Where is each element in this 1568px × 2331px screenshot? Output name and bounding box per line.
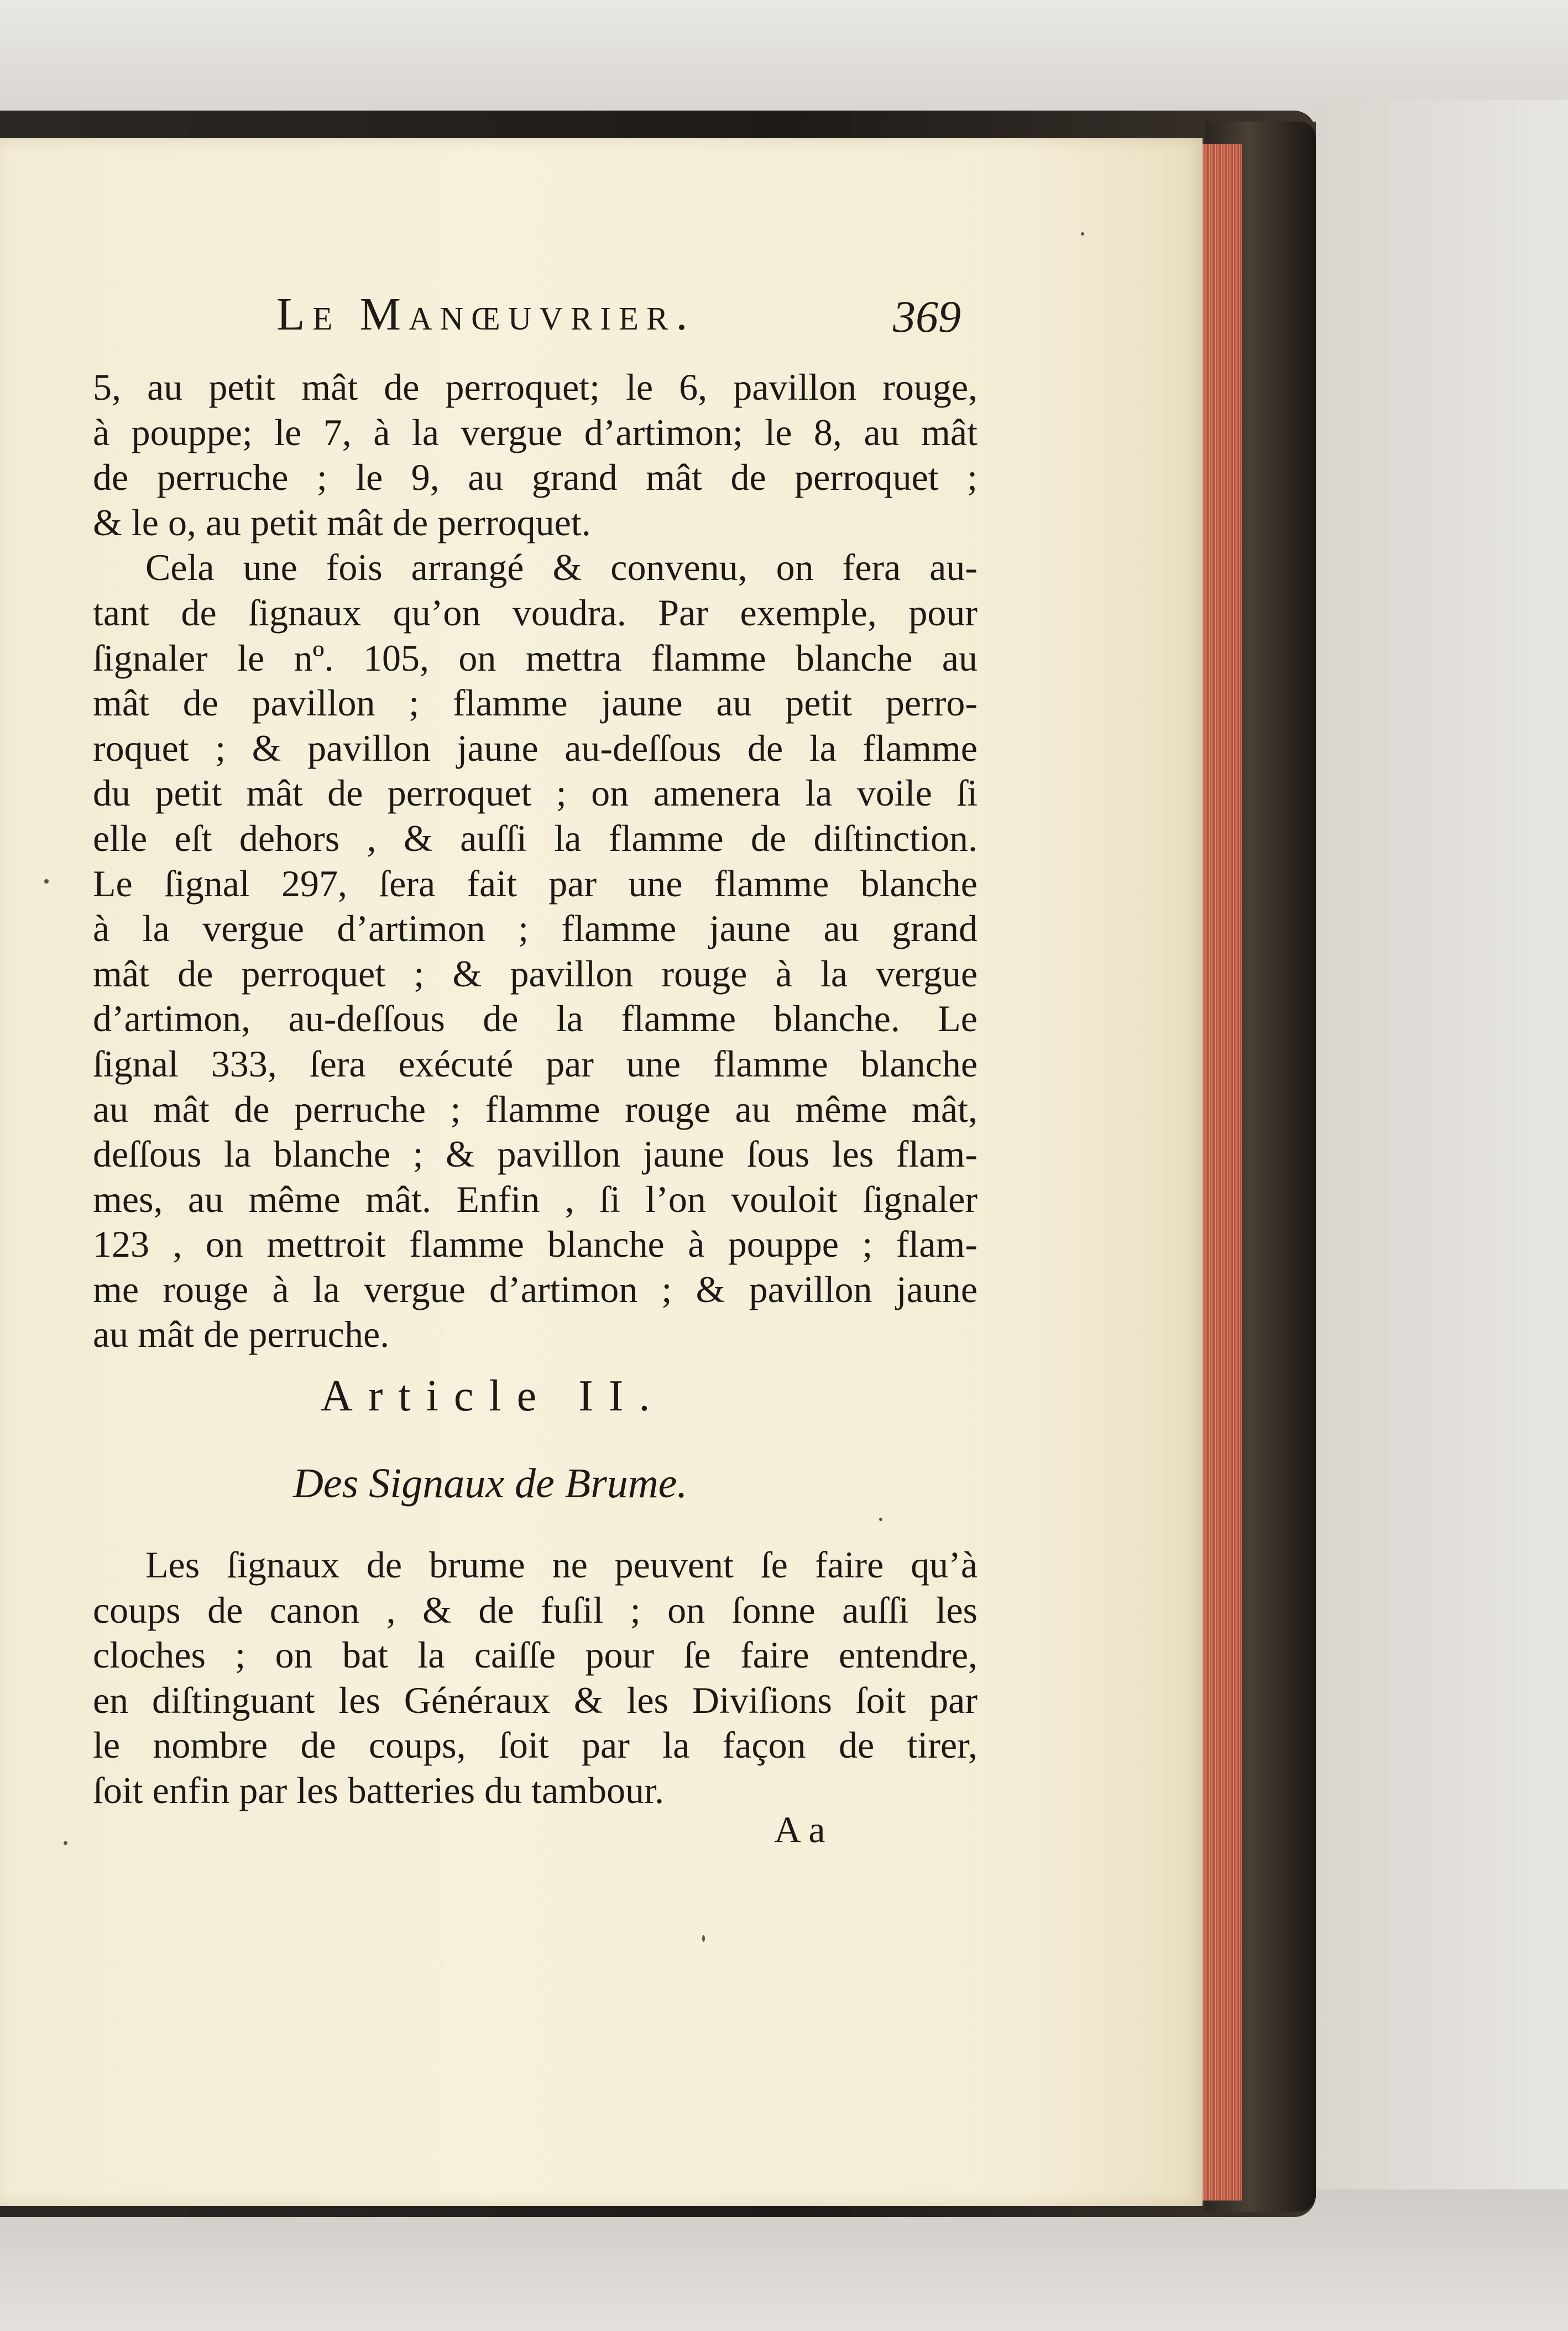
text-line: tant de ſignaux qu’on voudra. Par exemple, pour	[93, 591, 978, 634]
text-line: & le o, au petit mât de perroquet.	[93, 501, 591, 543]
text-line: cloches ; on bat la caiſſe pour ſe faire entendre,	[93, 1634, 978, 1676]
text-line: Le ſignal 297, ſera fait par une flamme blanche	[93, 862, 978, 905]
running-title: Le Manœuvrier.	[276, 289, 696, 340]
article-heading: Article II.	[321, 1372, 666, 1420]
page-number: 369	[893, 291, 961, 342]
text-line: de perruche ; le 9, au grand mât de perroquet ;	[93, 456, 978, 499]
text-line: elle eſt dehors , & auſſi la flamme de diſtinction.	[93, 817, 978, 859]
background-right	[1316, 100, 1568, 2217]
text-line: au mât de perruche ; flamme rouge au même mât,	[93, 1088, 978, 1130]
paper-speck	[44, 879, 49, 884]
text-line: à pouppe; le 7, à la vergue d’artimon; le 8, au mât	[93, 411, 978, 453]
text-line: deſſous la blanche ; & pavillon jaune ſous les flam-	[93, 1133, 978, 1175]
text-line: en diſtinguant les Généraux & les Diviſions ſoit par	[93, 1679, 978, 1721]
text-line: Les ſignaux de brume ne peuvent ſe faire qu’à	[145, 1544, 978, 1586]
paper-speck	[702, 1935, 705, 1942]
page-header	[276, 288, 995, 354]
text-line: mât de perroquet ; & pavillon rouge à la vergue	[93, 952, 978, 995]
text-line: mât de pavillon ; flamme jaune au petit perro-	[93, 682, 978, 724]
text-line: le nombre de coups, ſoit par la façon de tirer,	[93, 1724, 978, 1766]
text-line: roquet ; & pavillon jaune au-deſſous de la flamme	[93, 727, 978, 769]
text-block-top	[93, 365, 978, 1357]
section-heading: Des Signaux de Brume.	[293, 1460, 688, 1507]
text-line: ſignaler le nº. 105, on mettra flamme blanche au	[93, 636, 978, 679]
text-line: du petit mât de perroquet ; on amenera la voile ſi	[93, 772, 978, 814]
text-line: ſoit enfin par les batteries du tambour.	[93, 1769, 664, 1811]
text-block-bottom	[93, 1543, 978, 1813]
text-line: au mât de perruche.	[93, 1313, 390, 1356]
text-line: d’artimon, au-deſſous de la flamme blanche. Le	[93, 997, 978, 1040]
paper-speck	[879, 1518, 882, 1521]
paper-speck	[64, 1841, 67, 1845]
text-line: me rouge à la vergue d’artimon ; & pavillon jaune	[93, 1268, 978, 1310]
text-line: 123 , on mettroit flamme blanche à pouppe ; flam-	[93, 1223, 978, 1266]
text-line: Cela une fois arrangé & convenu, on fera au-	[145, 546, 978, 589]
text-line: mes, au même mât. Enfin , ſi l’on vouloit ſignaler	[93, 1178, 978, 1220]
text-line: 5, au petit mât de perroquet; le 6, pavillon rouge,	[93, 366, 978, 408]
paper-speck	[1081, 232, 1084, 236]
text-line: ſignal 333, ſera exécuté par une flamme blanche	[93, 1042, 978, 1085]
text-line: coups de canon , & de fuſil ; on ſonne auſſi les	[93, 1588, 978, 1631]
text-line: à la vergue d’artimon ; flamme jaune au grand	[93, 907, 978, 950]
catchword: A a	[774, 1809, 825, 1851]
